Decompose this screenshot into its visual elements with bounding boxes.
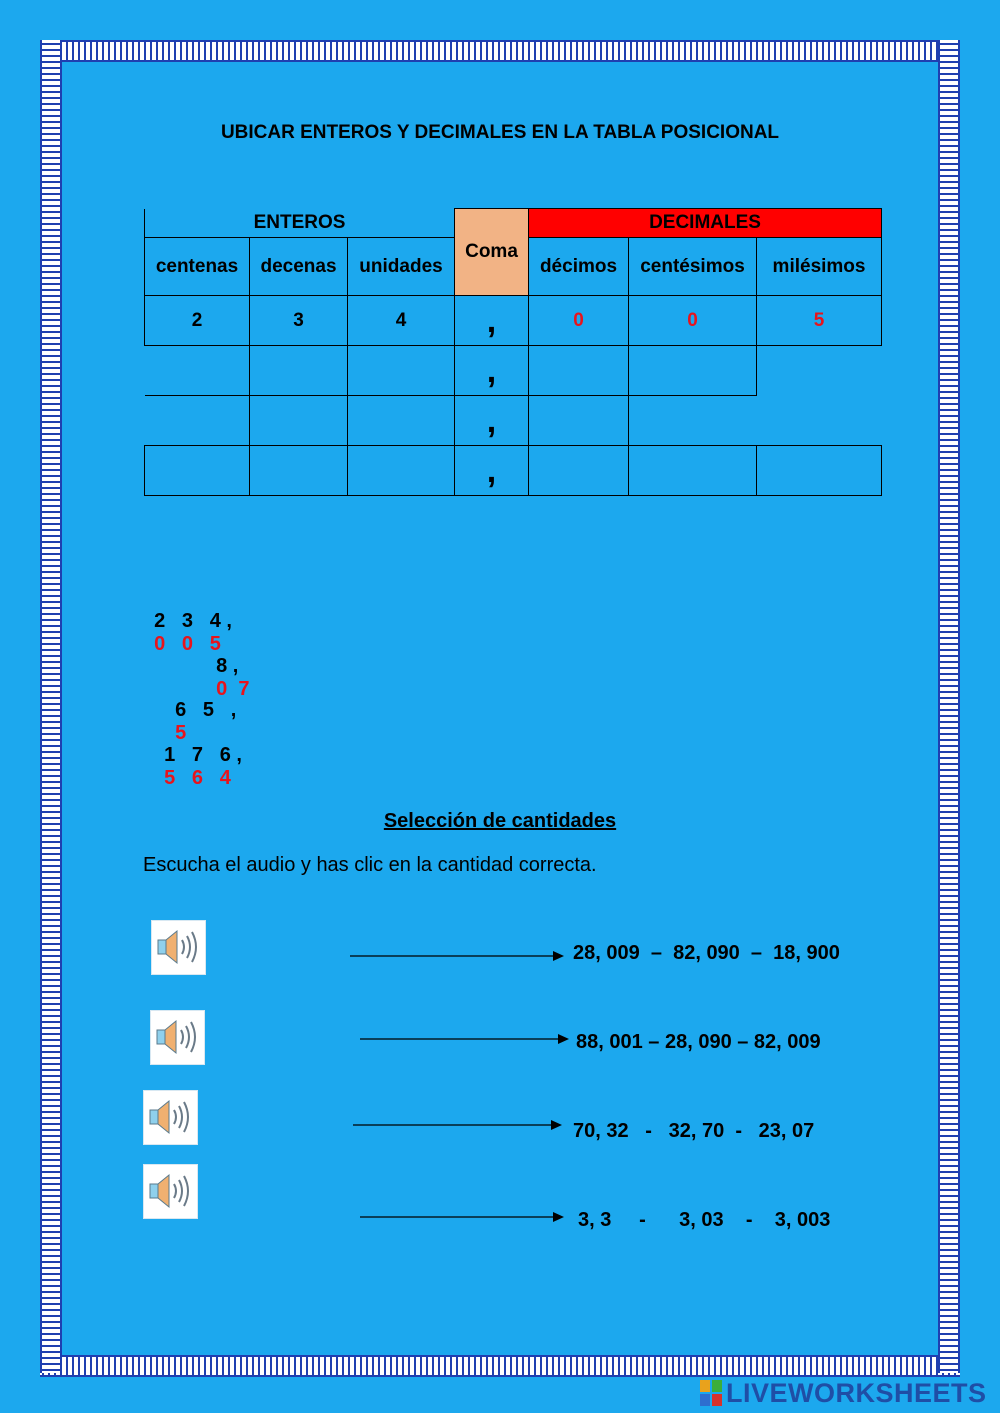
answer-cell[interactable] <box>348 446 455 496</box>
answer-options[interactable]: 70, 32 - 32, 70 - 23, 07 <box>573 1120 815 1142</box>
border-right <box>938 40 960 1373</box>
arrow-icon <box>350 950 565 962</box>
section-subtitle: Selección de cantidades <box>383 810 617 832</box>
answer-cell[interactable] <box>757 446 882 496</box>
col-unidades: unidades <box>348 238 455 296</box>
number-decimal: 5 6 4 <box>164 767 231 789</box>
number-integer: 2 3 4 , <box>154 610 232 632</box>
col-milesimos: milésimos <box>757 238 882 296</box>
answer-cell[interactable] <box>757 396 882 446</box>
answer-options[interactable]: 3, 3 - 3, 03 - 3, 003 <box>578 1209 831 1231</box>
answer-cell[interactable] <box>529 346 629 396</box>
coma-header: Coma <box>455 209 529 296</box>
answer-cell[interactable] <box>629 446 757 496</box>
logo-icon <box>700 1380 722 1406</box>
answer-options[interactable]: 88, 001 – 28, 090 – 82, 009 <box>576 1031 821 1053</box>
arrow-icon <box>360 1211 565 1223</box>
number-decimal: 0 0 5 <box>154 633 221 655</box>
answer-cell[interactable] <box>250 396 348 446</box>
answer-cell[interactable] <box>629 396 757 446</box>
speaker-icon[interactable] <box>143 1164 198 1219</box>
border-left <box>40 40 62 1373</box>
cell-decenas: 3 <box>250 296 348 346</box>
cell-milesimos: 5 <box>757 296 882 346</box>
answer-cell[interactable] <box>348 396 455 446</box>
answer-cell[interactable] <box>145 446 250 496</box>
number-integer: 1 7 6 , <box>164 744 242 766</box>
border-top <box>40 40 960 62</box>
answer-cell[interactable] <box>529 396 629 446</box>
answer-options[interactable]: 28, 009 – 82, 090 – 18, 900 <box>573 942 840 964</box>
decimales-header: DECIMALES <box>529 209 882 238</box>
cell-comma: , <box>455 296 529 346</box>
col-centesimos: centésimos <box>629 238 757 296</box>
col-decenas: decenas <box>250 238 348 296</box>
page-title: UBICAR ENTEROS Y DECIMALES EN LA TABLA POSICIONAL <box>220 122 780 143</box>
border-bottom <box>40 1355 960 1377</box>
arrow-icon <box>360 1033 570 1045</box>
answer-cell[interactable] <box>629 346 757 396</box>
answer-cell[interactable] <box>250 346 348 396</box>
brand-text: LIVEWORKSHEETS <box>726 1377 987 1408</box>
cell-comma: , <box>455 346 529 396</box>
speaker-icon[interactable] <box>143 1090 198 1145</box>
number-line <box>153 721 242 790</box>
answer-cell[interactable] <box>145 396 250 446</box>
speaker-icon[interactable] <box>150 1010 205 1065</box>
cell-comma: , <box>455 396 529 446</box>
col-decimos: décimos <box>529 238 629 296</box>
answer-cell[interactable] <box>348 346 455 396</box>
cell-comma: , <box>455 446 529 496</box>
number-integer: 8 , <box>216 655 239 677</box>
answer-cell[interactable] <box>529 446 629 496</box>
cell-centesimos: 0 <box>629 296 757 346</box>
col-centenas: centenas <box>145 238 250 296</box>
number-decimal: 5 <box>175 722 187 744</box>
number-integer: 6 5 , <box>175 699 237 721</box>
cell-centenas: 2 <box>145 296 250 346</box>
answer-cell[interactable] <box>250 446 348 496</box>
enteros-header: ENTEROS <box>145 209 455 238</box>
cell-decimos: 0 <box>529 296 629 346</box>
number-decimal: 0 7 <box>216 678 250 700</box>
cell-unidades: 4 <box>348 296 455 346</box>
liveworksheets-logo <box>700 1378 987 1408</box>
answer-cell[interactable] <box>145 346 250 396</box>
place-value-table <box>144 208 882 496</box>
arrow-icon <box>353 1119 563 1131</box>
answer-cell[interactable] <box>757 346 882 396</box>
speaker-icon[interactable] <box>151 920 206 975</box>
instruction-text: Escucha el audio y has clic en la cantidad correcta. <box>143 854 597 876</box>
